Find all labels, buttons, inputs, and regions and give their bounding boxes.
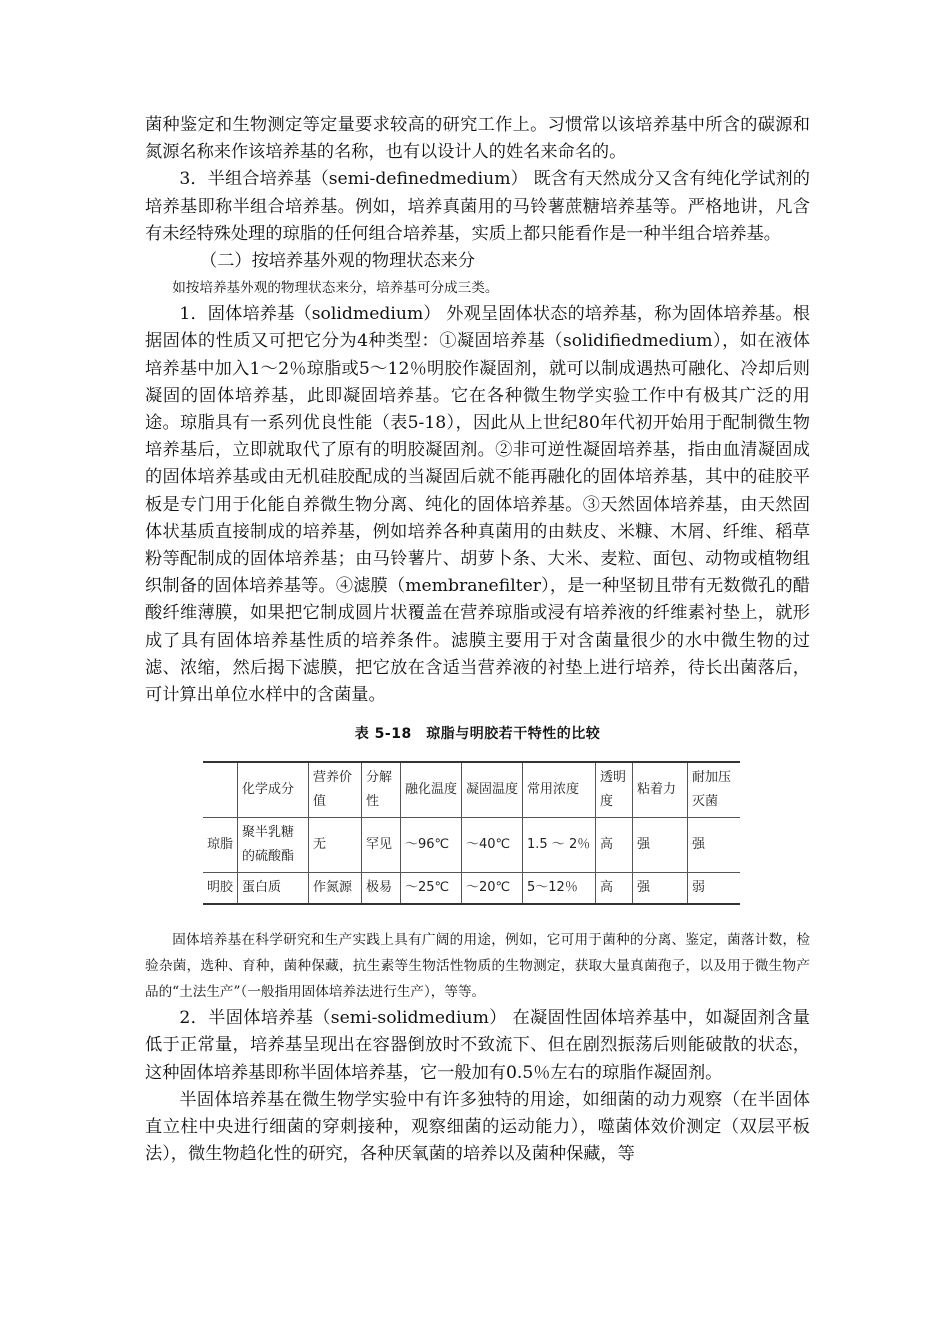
table-row-agar — [203, 818, 740, 873]
table-cell: ～25℃ — [401, 873, 462, 905]
table-row-gelatin — [203, 873, 740, 905]
table-cell: 强 — [633, 873, 688, 905]
table-cell: 强 — [688, 818, 741, 873]
table-cell: 罕见 — [362, 818, 401, 873]
table-cell: 高 — [596, 818, 633, 873]
table-cell: ～96℃ — [401, 818, 462, 873]
header-cell: 粘着力 — [633, 762, 688, 818]
table-cell: 蛋白质 — [238, 873, 309, 905]
header-cell: 营养价值 — [309, 762, 362, 818]
header-cell: 常用浓度 — [523, 762, 596, 818]
paragraph-1: 菌种鉴定和生物测定等定量要求较高的研究工作上。习惯常以该培养基中所含的碳源和氮源名称来作该培养基的名称，也有以设计人的姓名来命名的。 — [145, 115, 810, 163]
document-page — [145, 112, 810, 1168]
header-cell: 融化温度 — [401, 762, 462, 818]
row-label: 明胶 — [203, 873, 238, 905]
header-cell-empty — [203, 762, 238, 818]
comparison-table — [203, 761, 740, 905]
table-cell: 作氮源 — [309, 873, 362, 905]
paragraph-three-types: 如按培养基外观的物理状态来分，培养基可分成三类。 — [172, 280, 499, 297]
table-cell: 1.5 ～ 2％ — [523, 818, 596, 873]
table-cell: 高 — [596, 873, 633, 905]
paragraph-semi-solid-medium: 2．半固体培养基（semi-solidmedium） 在凝固性固体培养基中，如凝固剂含量低于正常量，培养基呈现出在容器倒放时不致流下、但在剧烈振荡后则能破散的状态，这种固体培养基即称半固体培养基，它一般加有0.5％左右的琼脂作凝固剂。 — [145, 1008, 810, 1083]
paragraph-semi-solid-uses: 半固体培养基在微生物学实验中有许多独特的用途，如细菌的动力观察（在半固体直立柱中央进行细菌的穿刺接种，观察细菌的运动能力），噬菌体效价测定（双层平板法），微生物趋化性的研究，各种厌氧菌的培养以及菌种保藏，等 — [145, 1089, 810, 1165]
paragraph-solid-medium: 1．固体培养基（solidmedium） 外观呈固体状态的培养基，称为固体培养基。根据固体的性质又可把它分为4种类型：①凝固培养基（solidifiedmedium），如在液体培养基中加入1～2％琼脂或5～12％明胶作凝固剂，就可以制成遇热可融化、冷却后则凝固的固体培养基，此即凝固培养基。它在各种微生物学实验工作中有极其广泛的用途。琼脂具有一系列优良性能（表5-18），因此从上世纪80年代初开始用于配制微生物培养基后，立即就取代了原有的明胶凝固剂。②非可逆性凝固培养基，指由血清凝固成的固体培养基或由无机硅胶配成的当凝固后就不能再融化的固体培养基，其中的硅胶平板是专门用于化能自养微生物分离、纯化的固体培养基。③天然固体培养基，由天然固体状基质直接制成的培养基，例如培养各种真菌用的由麸皮、米糠、木屑、纤维、稻草粉等配制成的固体培养基；由马铃薯片、胡萝卜条、大米、麦粒、面包、动物或植物组织制备的固体培养基等。④滤膜（membranefilter），是一种坚韧且带有无数微孔的醋酸纤维薄膜，如果把它制成圆片状覆盖在营养琼脂或浸有培养液的纤维素衬垫上，就形成了具有固体培养基性质的培养条件。滤膜主要用于对含菌量很少的水中微生物的过滤、浓缩，然后揭下滤膜，把它放在含适当营养液的衬垫上进行培养，待长出菌落后，可计算出单位水样中的含菌量。 — [145, 304, 810, 706]
table-cell: ～40℃ — [462, 818, 523, 873]
table-header-row — [203, 762, 740, 818]
header-cell: 凝固温度 — [462, 762, 523, 818]
header-cell: 分解性 — [362, 762, 401, 818]
table-cell: 强 — [633, 818, 688, 873]
table-cell: 极易 — [362, 873, 401, 905]
table-cell: ～20℃ — [462, 873, 523, 905]
header-cell: 化学成分 — [238, 762, 309, 818]
table-cell: 聚半乳糖的硫酸酯 — [238, 818, 309, 873]
table-cell: 弱 — [688, 873, 741, 905]
paragraph-semi-defined-medium: 3．半组合培养基（semi-definedmedium） 既含有天然成分又含有纯化学试剂的培养基即称半组合培养基。例如，培养真菌用的马铃薯蔗糖培养基等。严格地讲，凡含有未经特殊处理的琼脂的任何组合培养基，实质上都只能看作是一种半组合培养基。 — [145, 169, 810, 244]
row-label: 琼脂 — [203, 818, 238, 873]
header-cell: 耐加压灭菌 — [688, 762, 741, 818]
header-cell: 透明度 — [596, 762, 633, 818]
paragraph-solid-uses: 固体培养基在科学研究和生产实践上具有广阔的用途，例如，它可用于菌种的分离、鉴定，菌落计数，检验杂菌，选种、育种，菌种保藏，抗生素等生物活性物质的生物测定，获取大量真菌孢子，以及用于微生物产品的“土法生产”（一般指用固体培养法进行生产），等等。 — [145, 932, 810, 1001]
section-heading: （二）按培养基外观的物理状态来分 — [200, 251, 476, 272]
table-cell: 5～12％ — [523, 873, 596, 905]
table-caption: 表 5-18 琼脂与明胶若干特性的比较 — [354, 726, 601, 743]
table-cell: 无 — [309, 818, 362, 873]
